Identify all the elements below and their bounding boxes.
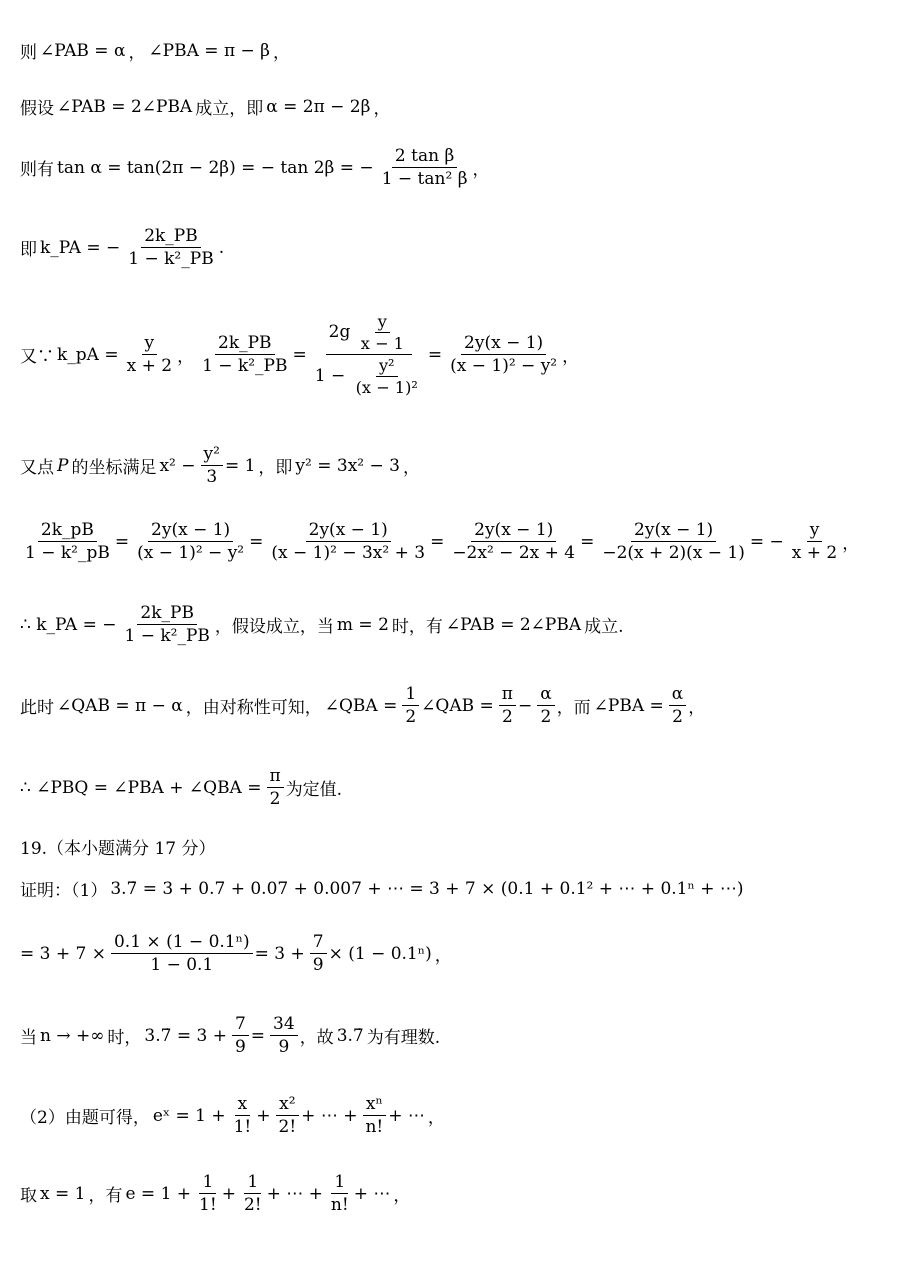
line-15 <box>20 1094 448 1137</box>
formula: ∴ k_PA = − <box>20 614 117 635</box>
formula: e = 1 + <box>125 1183 192 1204</box>
line-12 <box>20 876 747 901</box>
numerator: 0.1 × (1 − 0.1ⁿ) <box>111 932 253 954</box>
text: 当 <box>20 1028 37 1048</box>
line-9 <box>20 684 708 727</box>
formula: k_pA = <box>57 344 119 365</box>
text: 即 <box>20 240 37 260</box>
text: ，由对称性可知， <box>185 698 322 718</box>
text: ，假设成立，当 <box>214 617 334 637</box>
fraction <box>669 684 686 727</box>
denominator: 1 − k²_PB <box>124 626 210 646</box>
text: 的坐标满足 <box>71 458 157 478</box>
denominator: 2 <box>269 789 281 809</box>
numerator <box>326 312 412 355</box>
fraction <box>270 1014 298 1057</box>
fraction <box>379 146 471 189</box>
formula: = − <box>749 531 784 552</box>
denominator: n! <box>330 1195 349 1215</box>
formula: + <box>256 1105 271 1126</box>
text: ， <box>402 458 420 478</box>
formula: ∠PBA = π − β <box>148 40 270 61</box>
formula: ∠PBA = <box>593 695 664 716</box>
text: （2）由题可得， <box>20 1108 150 1128</box>
formula: 3.7̇ = 3 + <box>144 1025 227 1046</box>
formula: + ⋯ <box>388 1105 425 1126</box>
fraction <box>353 356 421 397</box>
formula: = 1 <box>224 455 256 476</box>
line-6 <box>20 444 423 487</box>
numerator: xⁿ <box>363 1094 386 1116</box>
formula: = 3 + 7 × <box>20 943 106 964</box>
numerator: 1 <box>402 684 419 706</box>
fraction <box>267 766 284 809</box>
fraction <box>499 684 516 727</box>
denominator: (x − 1)² <box>355 378 418 397</box>
denominator: 1 − k²_PB <box>128 249 214 269</box>
numerator: 2y(x − 1) <box>148 520 233 542</box>
denominator: 9 <box>278 1037 290 1057</box>
denominator: 1! <box>199 1195 217 1215</box>
fraction <box>121 603 212 646</box>
text: ，故 <box>299 1028 334 1048</box>
numerator: x² <box>276 1094 298 1116</box>
formula: = <box>292 344 307 365</box>
formula: y² = 3x² − 3 <box>295 455 400 476</box>
denominator: 2! <box>243 1195 262 1215</box>
line-5 <box>20 312 582 397</box>
section-heading: 19.（本小题满分 17 分） <box>20 839 216 859</box>
denominator: 1 − k²_PB <box>202 356 288 376</box>
formula: x² − <box>159 455 196 476</box>
denominator: 3 <box>206 467 218 487</box>
line-10 <box>20 766 345 809</box>
formula: 3.7̇ = 3 + 0.7 + 0.07 + 0.007 + ⋯ = 3 + 7 × (0.1 + 0.1² + ⋯ + 0.1ⁿ + ⋯) <box>110 878 744 899</box>
denominator: 1! <box>233 1117 252 1137</box>
fraction <box>232 1014 249 1057</box>
numerator: y <box>142 333 158 355</box>
text: 成立. <box>584 617 624 637</box>
denominator: x + 2 <box>791 543 838 563</box>
fraction <box>310 932 327 975</box>
denominator: (x − 1)² − y² <box>137 543 245 563</box>
fraction <box>125 226 216 269</box>
fraction <box>276 1094 300 1137</box>
denominator: x + 2 <box>126 356 173 376</box>
denominator: 1 − 0.1 <box>150 955 214 975</box>
fraction <box>362 1094 386 1137</box>
text: ， <box>688 698 706 718</box>
denominator: 2 <box>405 707 417 727</box>
fraction <box>402 684 419 727</box>
line-14 <box>20 1014 443 1057</box>
text: 又点 <box>20 458 54 478</box>
line-8 <box>20 603 627 646</box>
numerator: 2k_PB <box>141 226 201 248</box>
denominator <box>312 355 426 397</box>
denominator: 2! <box>278 1117 297 1137</box>
numerator: 7 <box>232 1014 249 1036</box>
formula: α = 2π − 2β <box>266 96 371 117</box>
formula: + ⋯ + <box>266 1183 323 1204</box>
numerator: y <box>375 312 390 333</box>
denominator: (x − 1)² − y² <box>450 356 558 376</box>
numerator: 2k_pB <box>38 520 97 542</box>
fraction <box>358 312 407 353</box>
fraction <box>537 684 554 727</box>
formula: × (1 − 0.1ⁿ) <box>328 943 432 964</box>
text: ， <box>427 1108 445 1128</box>
numerator: 2y(x − 1) <box>631 520 716 542</box>
formula: ∠QAB = <box>421 695 494 716</box>
formula: = <box>114 531 130 552</box>
text: ， <box>128 43 146 63</box>
denominator: 1 − tan² β <box>381 169 468 189</box>
text: ， <box>562 347 580 367</box>
numerator: π <box>267 766 284 788</box>
formula: ∠PAB = 2∠PBA <box>445 614 582 635</box>
fraction <box>22 520 113 563</box>
numerator: y <box>807 520 823 542</box>
formula: = 3 + <box>254 943 305 964</box>
denominator: −2(x + 2)(x − 1) <box>602 543 745 563</box>
text: 证明：（1） <box>20 881 108 901</box>
line-7 <box>20 520 862 563</box>
line-4 <box>20 226 227 269</box>
formula: 3.7̇ <box>336 1025 364 1046</box>
text: ，而 <box>556 698 591 718</box>
fraction <box>328 1172 352 1215</box>
fraction <box>124 333 175 376</box>
formula: = <box>427 344 443 365</box>
text: 成立，即 <box>195 99 264 119</box>
formula: x = 1 <box>40 1183 86 1204</box>
text: ， <box>434 946 452 966</box>
text: ， <box>177 347 195 367</box>
numerator: y² <box>376 356 398 377</box>
text: 2g <box>328 322 351 342</box>
formula: + ⋯ + <box>301 1105 358 1126</box>
numerator: 34 <box>270 1014 298 1036</box>
fraction <box>199 333 290 376</box>
numerator: α <box>669 684 686 706</box>
fraction <box>268 520 428 563</box>
fraction <box>599 520 748 563</box>
numerator: y² <box>201 444 223 466</box>
formula: + <box>221 1183 236 1204</box>
denominator: 2 <box>501 707 513 727</box>
denominator: 2 <box>540 707 552 727</box>
text: 又∵ <box>20 347 54 367</box>
text: 则 <box>20 43 37 63</box>
compound-fraction <box>312 312 426 397</box>
formula: k_PA = − <box>40 237 121 258</box>
numerator: 7 <box>310 932 327 954</box>
text: ，即 <box>258 458 293 478</box>
fraction <box>241 1172 265 1215</box>
denominator: n! <box>365 1117 384 1137</box>
line-11 <box>20 834 218 859</box>
numerator: 2 tan β <box>392 146 457 168</box>
text: ， <box>373 99 391 119</box>
denominator: 9 <box>312 955 324 975</box>
text: 为有理数. <box>366 1028 441 1048</box>
formula: = <box>249 531 264 552</box>
formula: ∠QBA = <box>324 695 398 716</box>
line-1 <box>20 38 293 63</box>
formula: m = 2 <box>336 614 389 635</box>
text: ，有 <box>88 1186 123 1206</box>
fraction <box>449 520 578 563</box>
text: 此时 <box>20 698 54 718</box>
formula: = <box>250 1025 266 1046</box>
numerator: 2k_PB <box>215 333 275 355</box>
text: ， <box>472 160 490 180</box>
text: 为定值. <box>285 780 343 800</box>
formula: ∠PAB = 2∠PBA <box>57 96 193 117</box>
text: ， <box>273 43 290 63</box>
line-13 <box>20 932 455 975</box>
line-3 <box>20 146 493 189</box>
text: 时，有 <box>391 617 443 637</box>
fraction <box>196 1172 220 1215</box>
denominator: −2x² − 2x + 4 <box>452 543 576 563</box>
text: ， <box>842 534 860 554</box>
formula: ∠PAB = α <box>40 40 126 61</box>
numerator: 2y(x − 1) <box>306 520 391 542</box>
fraction <box>231 1094 255 1137</box>
denominator: x − 1 <box>360 334 404 353</box>
line-16 <box>20 1172 413 1215</box>
text: 取 <box>20 1186 37 1206</box>
formula: + ⋯ <box>353 1183 391 1204</box>
denominator: 2 <box>672 707 683 727</box>
fraction <box>111 932 253 975</box>
denominator: 1 − k²_pB <box>25 543 110 563</box>
denominator: (x − 1)² − 3x² + 3 <box>271 543 426 563</box>
formula: = <box>430 531 445 552</box>
text: . <box>218 237 225 258</box>
formula: n → +∞ <box>40 1025 105 1046</box>
numerator: 1 <box>199 1172 216 1194</box>
text: 假设 <box>20 99 54 119</box>
numerator: 2y(x − 1) <box>461 333 546 355</box>
fraction <box>134 520 247 563</box>
formula: tan α = tan(2π − 2β) = − tan 2β = − <box>57 157 374 178</box>
formula: P <box>57 455 69 476</box>
fraction <box>789 520 840 563</box>
numerator: x <box>235 1094 251 1116</box>
numerator: α <box>537 684 554 706</box>
formula: ∴ ∠PBQ = ∠PBA + ∠QBA = <box>20 777 262 798</box>
formula: ∠QAB = π − α <box>57 695 183 716</box>
formula: − <box>517 695 533 716</box>
numerator: 1 <box>244 1172 261 1194</box>
text: 1 − <box>314 366 346 386</box>
numerator: 1 <box>331 1172 348 1194</box>
fraction <box>447 333 560 376</box>
text: 时， <box>107 1028 142 1048</box>
numerator: 2k_PB <box>137 603 197 625</box>
numerator: 2y(x − 1) <box>471 520 556 542</box>
numerator: π <box>499 684 516 706</box>
formula: eˣ = 1 + <box>152 1105 226 1126</box>
formula: = <box>580 531 595 552</box>
fraction <box>201 444 223 487</box>
denominator: 9 <box>234 1037 246 1057</box>
line-2 <box>20 94 393 119</box>
text: ， <box>393 1186 411 1206</box>
text: 则有 <box>20 160 54 180</box>
